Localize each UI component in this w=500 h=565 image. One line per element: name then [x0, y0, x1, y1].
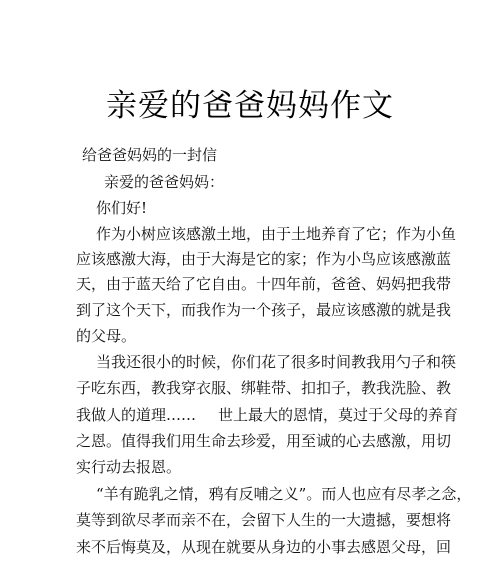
paragraph-1-line-2: 应该感激大海，由于大海是它的家；作为小鸟应该感激蓝: [76, 250, 452, 268]
paragraph-2-line-4: 之恩。值得我们用生命去珍爱，用至诚的心去感激，用切: [76, 432, 452, 450]
paragraph-2-line-1: 当我还很小的时候，你们花了很多时间教我用勺子和筷: [96, 353, 457, 371]
paragraph-1-line-1: 作为小树应该感激土地，由于土地养育了它；作为小鱼: [96, 225, 457, 243]
letter-heading: 给爸爸妈妈的一封信: [82, 146, 218, 164]
paragraph-1-line-5: 的父母。: [76, 327, 137, 345]
paragraph-1-line-4: 到了这个天下，而我作为一个孩子，最应该感激的就是我: [76, 301, 452, 319]
paragraph-2-line-5: 实行动去报恩。: [76, 458, 182, 476]
document-title: 亲爱的爸爸妈妈作文: [106, 88, 394, 124]
paragraph-3-line-3: 来不后悔莫及，从现在就要从身边的小事去感恩父母，回: [76, 538, 452, 556]
paragraph-1-line-3: 天，由于蓝天给了它自由。十四年前，爸爸、妈妈把我带: [76, 275, 452, 293]
letter-salutation: 亲爱的爸爸妈妈：: [104, 173, 225, 191]
paragraph-2-line-3: [76, 405, 459, 425]
paragraph-2-line-2: 子吃东西，教我穿衣服、绑鞋带、扣扣子，教我洗脸、教: [76, 379, 452, 397]
letter-greeting: 你们好!: [96, 199, 148, 217]
paragraph-2-line-3-part-1: 我做人的道理……: [76, 406, 197, 424]
paragraph-2-line-3-part-2: 世上最大的恩情，莫过于父母的养育: [218, 406, 459, 424]
paragraph-3-line-2: 莫等到欲尽孝而亲不在，会留下人生的一大遗撼，要想将: [76, 511, 452, 529]
paragraph-3-line-1: “羊有跪乳之情，鸦有反哺之义”。而人也应有尽孝之念，: [96, 485, 472, 503]
